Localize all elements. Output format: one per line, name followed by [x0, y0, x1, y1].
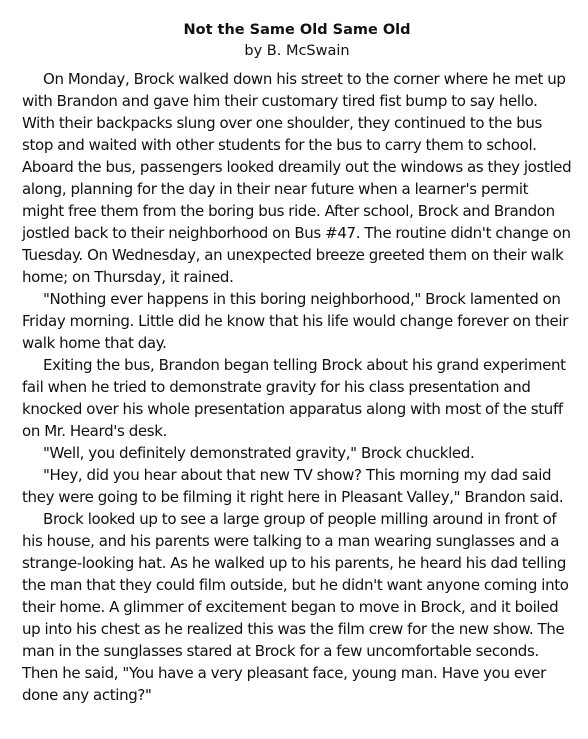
story-title: Not the Same Old Same Old: [183, 22, 411, 38]
story-paragraph: On Monday, Brock walked down his street to the corner where he met up with Brandon and gave him their customary tired fist bump to say hello. With their backpacks slung over one shoulder, they continued to the bus stop and waited with other students for the bus to carry them to school. Aboard the bus, passengers looked dreamily out the windows as they jostled along, planning for the day in their near future when a learner's permit might free them from the boring bus ride. After school, Brock and Brandon jostled back to their neighborhood on Bus #47. The routine didn't change on Tuesday. On Wednesday, an unexpected breeze greeted them on their walk home; on Thursday, it rained.: [22, 70, 572, 286]
story-paragraph: "Nothing ever happens in this boring neighborhood," Brock lamented on Friday morning. Little did he know that his life would change forever on their walk home that day.: [22, 290, 569, 352]
story-paragraph: "Hey, did you hear about that new TV show? This morning my dad said they were going to be filming it right here in Pleasant Valley," Brandon said.: [22, 466, 564, 506]
story-byline: by B. McSwain: [244, 43, 350, 59]
story-paragraph: Brock looked up to see a large group of people milling around in front of his house, and his parents were talking to a man wearing sunglasses and a strange-looking hat. As he walked up to his parents, he heard his dad telling the man that they could film outside, but he didn't want anyone coming into their home. A glimmer of excitement began to move in Brock, and it boiled up into his chest as he realized this was the film crew for the new show. The man in the sunglasses stared at Brock for a few uncomfortable seconds. Then he said, "You have a very pleasant face, young man. Have you ever done any acting?": [22, 510, 569, 704]
story-paragraph: "Well, you definitely demonstrated gravity," Brock chuckled.: [43, 444, 475, 462]
story-body: [22, 68, 572, 706]
story-paragraph: Exiting the bus, Brandon began telling Brock about his grand experiment fail when he tried to demonstrate gravity for his class presentation and knocked over his whole presentation apparatus along with most of the stuff on Mr. Heard's desk.: [22, 356, 566, 440]
